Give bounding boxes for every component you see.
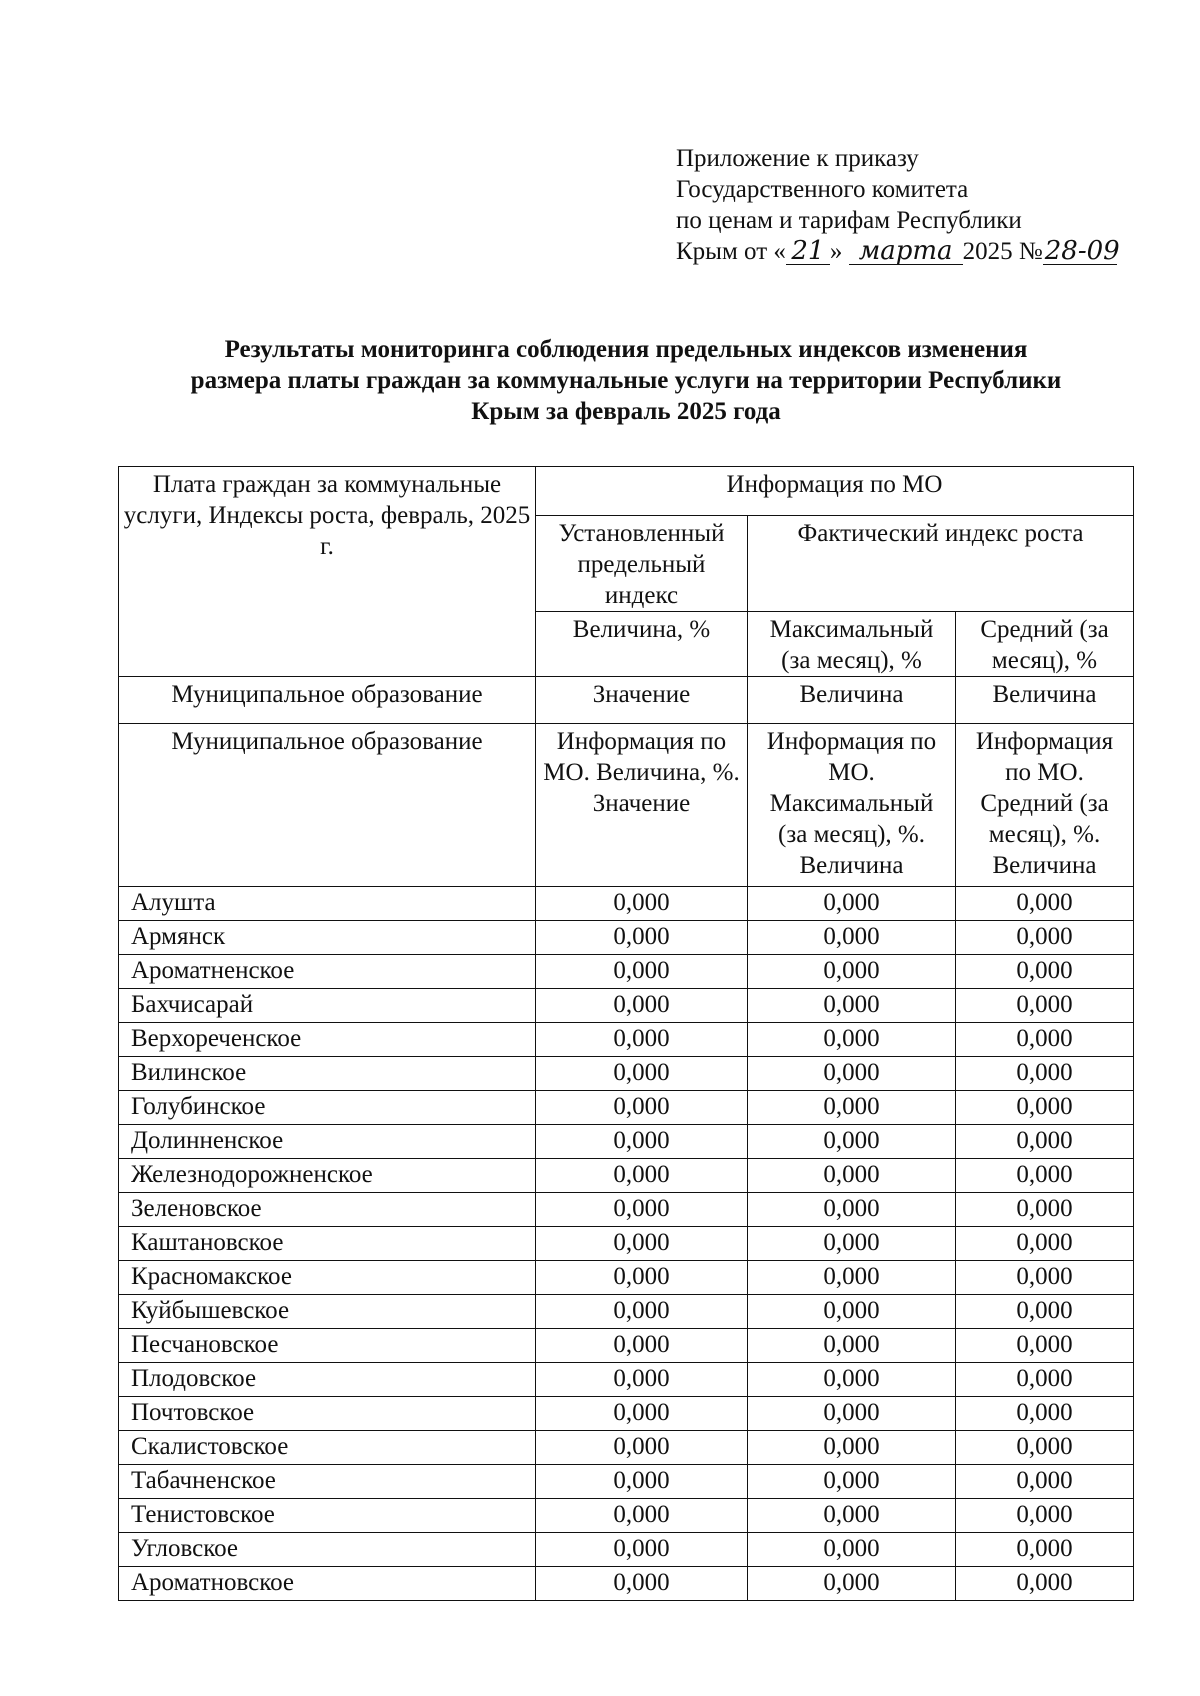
municipality-name: Долинненское bbox=[119, 1125, 536, 1159]
municipality-name: Голубинское bbox=[119, 1091, 536, 1125]
appendix-line-1: Приложение к приказу bbox=[676, 145, 919, 172]
municipality-name: Бахчисарай bbox=[119, 989, 536, 1023]
municipality-name: Скалистовское bbox=[119, 1431, 536, 1465]
max-month-value: 0,000 bbox=[748, 1023, 956, 1057]
municipality-name: Табачненское bbox=[119, 1465, 536, 1499]
header-corner-cell: Плата граждан за коммунальные услуги, Индексы роста, февраль, 2025 г. bbox=[119, 467, 536, 677]
header-row-1 bbox=[119, 467, 1134, 516]
municipality-name: Зеленовское bbox=[119, 1193, 536, 1227]
avg-month-value: 0,000 bbox=[956, 955, 1134, 989]
established-index-value: 0,000 bbox=[536, 1431, 748, 1465]
table-row bbox=[119, 1533, 1134, 1567]
avg-month-value: 0,000 bbox=[956, 1159, 1134, 1193]
max-month-value: 0,000 bbox=[748, 1295, 956, 1329]
established-index-value: 0,000 bbox=[536, 1295, 748, 1329]
municipality-name: Армянск bbox=[119, 921, 536, 955]
table-row bbox=[119, 1499, 1134, 1533]
municipality-name: Плодовское bbox=[119, 1363, 536, 1397]
established-index-value: 0,000 bbox=[536, 1057, 748, 1091]
municipality-name: Ароматновское bbox=[119, 1567, 536, 1601]
max-month-value: 0,000 bbox=[748, 921, 956, 955]
header-sub-magnitude-1: Величина bbox=[748, 677, 956, 724]
handwritten-day: 21 bbox=[786, 238, 830, 265]
header-row-4 bbox=[119, 677, 1134, 724]
max-month-value: 0,000 bbox=[748, 1159, 956, 1193]
table-row bbox=[119, 1023, 1134, 1057]
max-month-value: 0,000 bbox=[748, 1397, 956, 1431]
table-row bbox=[119, 1057, 1134, 1091]
municipality-name: Песчановское bbox=[119, 1329, 536, 1363]
max-month-value: 0,000 bbox=[748, 1057, 956, 1091]
title-line-2: размера платы граждан за коммунальные услуги на территории Республики bbox=[190, 367, 1062, 394]
appendix-line-4 bbox=[676, 236, 1156, 267]
header-combined-3: Информация по МО. Средний (за месяц), %. Величина bbox=[956, 724, 1134, 887]
table-row bbox=[119, 1465, 1134, 1499]
established-index-value: 0,000 bbox=[536, 955, 748, 989]
max-month-value: 0,000 bbox=[748, 1499, 956, 1533]
avg-month-value: 0,000 bbox=[956, 1431, 1134, 1465]
document-title bbox=[120, 334, 1132, 427]
handwritten-month: марта bbox=[849, 238, 963, 265]
established-index-value: 0,000 bbox=[536, 1193, 748, 1227]
established-index-value: 0,000 bbox=[536, 1465, 748, 1499]
municipality-name: Красномакское bbox=[119, 1261, 536, 1295]
appendix-line-3: по ценам и тарифам Республики bbox=[676, 207, 1022, 234]
header-combined-1: Информация по МО. Величина, %. Значение bbox=[536, 724, 748, 887]
max-month-value: 0,000 bbox=[748, 1567, 956, 1601]
avg-month-value: 0,000 bbox=[956, 1533, 1134, 1567]
established-index-value: 0,000 bbox=[536, 1261, 748, 1295]
appendix-year: 2025 № bbox=[962, 238, 1043, 265]
table-row bbox=[119, 1329, 1134, 1363]
max-month-value: 0,000 bbox=[748, 989, 956, 1023]
table-row bbox=[119, 1091, 1134, 1125]
max-month-value: 0,000 bbox=[748, 1465, 956, 1499]
avg-month-value: 0,000 bbox=[956, 1091, 1134, 1125]
municipality-name: Тенистовское bbox=[119, 1499, 536, 1533]
avg-month-value: 0,000 bbox=[956, 1329, 1134, 1363]
established-index-value: 0,000 bbox=[536, 1125, 748, 1159]
header-sub-magnitude-2: Величина bbox=[956, 677, 1134, 724]
table-row bbox=[119, 1227, 1134, 1261]
max-month-value: 0,000 bbox=[748, 1533, 956, 1567]
appendix-date-prefix: Крым от « bbox=[676, 238, 786, 265]
max-month-value: 0,000 bbox=[748, 1261, 956, 1295]
max-month-value: 0,000 bbox=[748, 1363, 956, 1397]
handwritten-order-number: 28-09 bbox=[1044, 236, 1120, 266]
municipality-name: Верхореченское bbox=[119, 1023, 536, 1057]
established-index-value: 0,000 bbox=[536, 1533, 748, 1567]
avg-month-value: 0,000 bbox=[956, 1193, 1134, 1227]
avg-month-value: 0,000 bbox=[956, 1057, 1134, 1091]
max-month-value: 0,000 bbox=[748, 887, 956, 921]
avg-month-value: 0,000 bbox=[956, 921, 1134, 955]
header-value-pct: Величина, % bbox=[536, 612, 748, 677]
max-month-value: 0,000 bbox=[748, 1125, 956, 1159]
table-row bbox=[119, 1295, 1134, 1329]
avg-month-value: 0,000 bbox=[956, 1227, 1134, 1261]
established-index-value: 0,000 bbox=[536, 1023, 748, 1057]
municipality-name: Вилинское bbox=[119, 1057, 536, 1091]
avg-month-value: 0,000 bbox=[956, 1567, 1134, 1601]
municipality-name: Алушта bbox=[119, 887, 536, 921]
established-index-value: 0,000 bbox=[536, 1567, 748, 1601]
table-row bbox=[119, 887, 1134, 921]
monitoring-table bbox=[118, 466, 1134, 1601]
header-actual-index: Фактический индекс роста bbox=[748, 516, 1134, 612]
appendix-date-quote: » bbox=[829, 238, 843, 265]
max-month-value: 0,000 bbox=[748, 955, 956, 989]
header-max-month: Максимальный (за месяц), % bbox=[748, 612, 956, 677]
established-index-value: 0,000 bbox=[536, 989, 748, 1023]
established-index-value: 0,000 bbox=[536, 1329, 748, 1363]
avg-month-value: 0,000 bbox=[956, 1363, 1134, 1397]
max-month-value: 0,000 bbox=[748, 1193, 956, 1227]
header-row-5 bbox=[119, 724, 1134, 887]
established-index-value: 0,000 bbox=[536, 1363, 748, 1397]
max-month-value: 0,000 bbox=[748, 1227, 956, 1261]
avg-month-value: 0,000 bbox=[956, 1023, 1134, 1057]
avg-month-value: 0,000 bbox=[956, 887, 1134, 921]
table-row bbox=[119, 1431, 1134, 1465]
header-mo-label-1: Муниципальное образование bbox=[119, 677, 536, 724]
table-row bbox=[119, 1159, 1134, 1193]
established-index-value: 0,000 bbox=[536, 887, 748, 921]
appendix-block bbox=[676, 143, 1156, 267]
appendix-line-2: Государственного комитета bbox=[676, 176, 969, 203]
avg-month-value: 0,000 bbox=[956, 1295, 1134, 1329]
table-row bbox=[119, 1363, 1134, 1397]
table-row bbox=[119, 1125, 1134, 1159]
established-index-value: 0,000 bbox=[536, 1159, 748, 1193]
established-index-value: 0,000 bbox=[536, 1397, 748, 1431]
municipality-name: Каштановское bbox=[119, 1227, 536, 1261]
avg-month-value: 0,000 bbox=[956, 989, 1134, 1023]
header-avg-month: Средний (за месяц), % bbox=[956, 612, 1134, 677]
max-month-value: 0,000 bbox=[748, 1329, 956, 1363]
avg-month-value: 0,000 bbox=[956, 1499, 1134, 1533]
avg-month-value: 0,000 bbox=[956, 1261, 1134, 1295]
municipality-name: Железнодорожненское bbox=[119, 1159, 536, 1193]
established-index-value: 0,000 bbox=[536, 1227, 748, 1261]
header-established-index: Установленный предельный индекс bbox=[536, 516, 748, 612]
table-row bbox=[119, 1261, 1134, 1295]
header-combined-2: Информация по МО. Максимальный (за месяц), %. Величина bbox=[748, 724, 956, 887]
max-month-value: 0,000 bbox=[748, 1431, 956, 1465]
header-mo-label-2: Муниципальное образование bbox=[119, 724, 536, 887]
municipality-name: Ароматненское bbox=[119, 955, 536, 989]
max-month-value: 0,000 bbox=[748, 1091, 956, 1125]
table-row bbox=[119, 1567, 1134, 1601]
established-index-value: 0,000 bbox=[536, 1499, 748, 1533]
table-row bbox=[119, 989, 1134, 1023]
avg-month-value: 0,000 bbox=[956, 1397, 1134, 1431]
title-line-3: Крым за февраль 2025 года bbox=[471, 398, 781, 425]
table-row bbox=[119, 1193, 1134, 1227]
municipality-name: Почтовское bbox=[119, 1397, 536, 1431]
established-index-value: 0,000 bbox=[536, 921, 748, 955]
title-line-1: Результаты мониторинга соблюдения предельных индексов изменения bbox=[224, 336, 1028, 363]
table-row bbox=[119, 1397, 1134, 1431]
municipality-name: Угловское bbox=[119, 1533, 536, 1567]
established-index-value: 0,000 bbox=[536, 1091, 748, 1125]
avg-month-value: 0,000 bbox=[956, 1125, 1134, 1159]
table-row bbox=[119, 955, 1134, 989]
municipality-name: Куйбышевское bbox=[119, 1295, 536, 1329]
header-info-mo: Информация по МО bbox=[536, 467, 1134, 516]
avg-month-value: 0,000 bbox=[956, 1465, 1134, 1499]
table-row bbox=[119, 921, 1134, 955]
header-sub-value: Значение bbox=[536, 677, 748, 724]
